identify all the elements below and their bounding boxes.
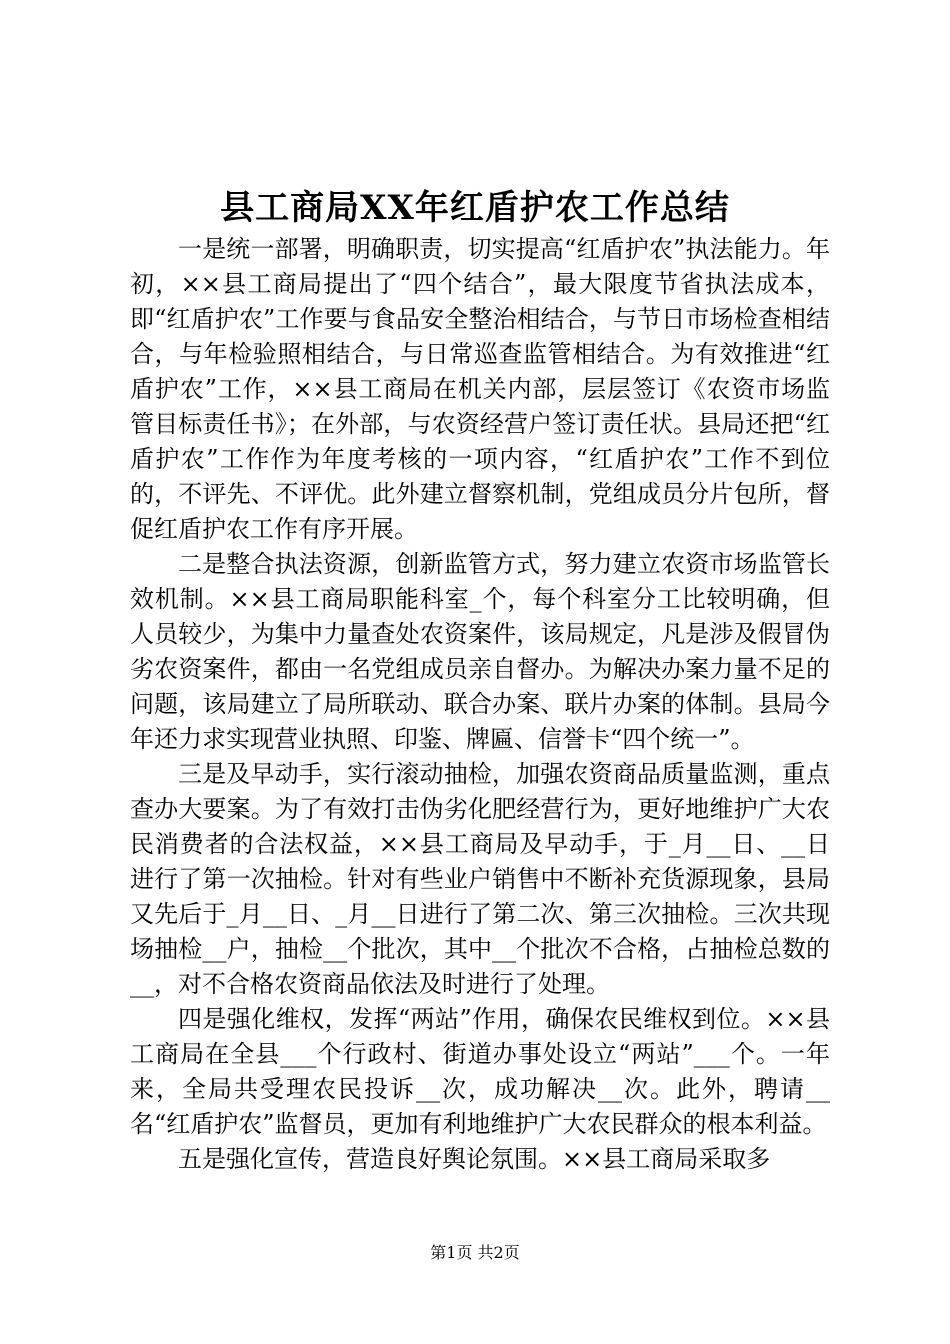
paragraph-5: 五是强化宣传，营造良好舆论氛围。××县工商局采取多 [178, 1145, 771, 1173]
document-body [130, 232, 830, 1177]
paragraph-2: 二是整合执法资源，创新监管方式，努力建立农资市场监管长效机制。××县工商局职能科室_个，每个科室分工比较明确，但人员较少，为集中力量查处农资案件，该局规定，凡是涉及假冒伪劣农资案件，都由一名党组成员亲自督办。为解决办案力量不足的问题，该局建立了局所联动、联合办案、联片办案的体制。县局今年还力求实现营业执照、印鉴、牌匾、信誉卡“四个统一”。 [130, 550, 830, 753]
paragraph-1: 一是统一部署，明确职责，切实提高“红盾护农”执法能力。年初，××县工商局提出了“四个结合”，最大限度节省执法成本，即“红盾护农”工作要与食品安全整治相结合，与节日市场检查相结合，与年检验照相结合，与日常巡查监管相结合。为有效推进“红盾护农”工作，××县工商局在机关内部，层层签订《农资市场监管目标责任书》；在外部，与农资经营户签订责任状。县局还把“红盾护农”工作作为年度考核的一项内容，“红盾护农”工作不到位的，不评先、不评优。此外建立督察机制，党组成员分片包所，督促红盾护农工作有序开展。 [130, 235, 830, 543]
document-title: 县工商局XX年红盾护农工作总结 [220, 188, 730, 228]
page-footer: 第1页 共2页 [430, 1243, 520, 1262]
paragraph-3: 三是及早动手，实行滚动抽检，加强农资商品质量监测，重点查办大要案。为了有效打击伪劣化肥经营行为，更好地维护广大农民消费者的合法权益，××县工商局及早动手，于_月__日、__日进行了第一次抽检。针对有些业户销售中不断补充货源现象，县局又先后于_月__日、_月__日进行了第二次、第三次抽检。三次共现场抽检__户，抽检__个批次，其中__个批次不合格，占抽检总数的__，对不合格农资商品依法及时进行了处理。 [130, 760, 830, 998]
paragraph-4: 四是强化维权，发挥“两站”作用，确保农民维权到位。××县工商局在全县___个行政村、街道办事处设立“两站”___个。一年来，全局共受理农民投诉__次，成功解决__次。此外，聘请__名“红盾护农”监督员，更加有利地维护广大农民群众的根本利益。 [130, 1005, 830, 1138]
